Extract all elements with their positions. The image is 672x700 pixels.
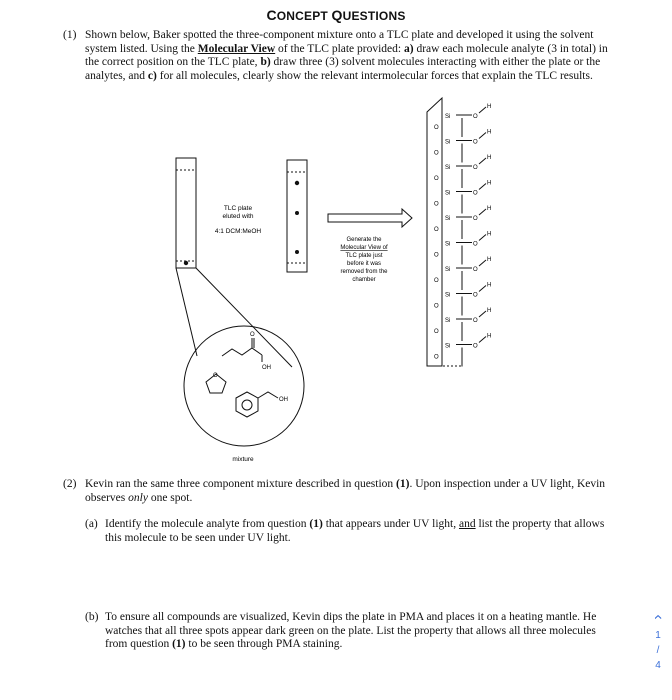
h-label: H <box>487 282 492 289</box>
question-1-number: (1) <box>63 29 77 41</box>
bridge-o-label: O <box>434 329 439 335</box>
question-2a-number: (a) <box>85 518 98 530</box>
o-h-bond <box>479 209 486 215</box>
arrow-label-4: before it was <box>346 261 382 267</box>
o-label: O <box>473 241 478 248</box>
h-label: H <box>487 333 492 340</box>
h-label: H <box>487 180 492 187</box>
bridge-o-label: O <box>434 201 439 208</box>
o-label-2: O <box>213 373 218 379</box>
o-label: O <box>473 114 478 120</box>
plate-label-1: TLC plate <box>223 205 253 212</box>
spot-left <box>184 261 188 265</box>
title-initial-2: Q <box>331 7 343 23</box>
mixture-label: mixture <box>232 456 254 463</box>
oh-label-1: OH <box>262 365 271 371</box>
bridge-o-label: O <box>434 252 439 259</box>
h-label: H <box>487 104 492 110</box>
molecule-benzene-ring <box>236 392 258 417</box>
molecule-chain <box>222 348 262 356</box>
o-label: O <box>473 216 478 222</box>
si-label: Si <box>445 292 451 299</box>
page-up-button[interactable]: ‹ <box>650 614 667 620</box>
o-h-bond <box>479 107 486 113</box>
question-2a <box>85 518 605 545</box>
h-label: H <box>487 257 492 263</box>
h-label: H <box>487 231 492 238</box>
title-rest-2: UESTIONS <box>342 9 406 23</box>
bridge-o-label: O <box>434 125 439 131</box>
o-h-bond <box>479 158 486 164</box>
page-total: 4 <box>655 660 661 671</box>
o-label: O <box>473 318 478 324</box>
h-label: H <box>487 206 492 212</box>
arrow-label-1: Generate the <box>346 237 382 243</box>
bridge-o-label: O <box>434 150 439 157</box>
si-label: Si <box>445 267 451 273</box>
si-label: Si <box>445 165 451 171</box>
o-h-bond <box>479 133 486 139</box>
o-label: O <box>473 139 478 146</box>
bridge-o-label: O <box>434 176 439 182</box>
question-2 <box>63 478 623 505</box>
spot-right-2 <box>295 211 299 215</box>
bridge-o-label: O <box>434 303 439 310</box>
title-rest-1: ONCEPT <box>276 9 332 23</box>
title-initial-1: C <box>266 7 277 23</box>
h-label: H <box>487 155 492 161</box>
question-2a-text: Identify the molecule analyte from question (1) that appears under UV light, and list the property that allows this molecule to be seen under UV light. <box>105 518 605 544</box>
si-label: Si <box>445 114 451 120</box>
spot-right-1 <box>295 181 299 185</box>
page-current: 1 <box>655 630 661 641</box>
mixture-zoom-circle <box>184 326 304 446</box>
arrow-label-2: Molecular View of <box>340 245 388 251</box>
generate-arrow <box>328 209 412 227</box>
question-1-text: Shown below, Baker spotted the three-component mixture onto a TLC plate and developed it using the solvent system listed. Using the Molecular View of the TLC plate provided: a) draw each molecule analyte (3 in total) in the correct position on the TLC plate, b) draw three (3) solvent molecules interacting with either the plate or the analytes, and c) for all molecules, clearly show the relevant intermolecular forces that explain the TLC results. <box>85 29 608 82</box>
question-2-text: Kevin ran the same three component mixture described in question (1). Upon inspection under a UV light, Kevin observes only one spot. <box>85 478 606 504</box>
tlc-plate-right <box>287 160 307 272</box>
page-separator: / <box>656 645 660 656</box>
o-label: O <box>473 165 478 171</box>
o-h-bond <box>479 311 486 317</box>
o-label: O <box>473 267 478 273</box>
plate-label-2: eluted with <box>222 213 254 220</box>
o-h-bond <box>479 235 486 241</box>
silanol-groups <box>434 104 491 367</box>
h-label: H <box>487 129 492 136</box>
o-label: O <box>473 292 478 299</box>
spot-right-3 <box>295 250 299 254</box>
si-label: Si <box>445 343 451 350</box>
oh-label-2: OH <box>279 397 288 403</box>
si-label: Si <box>445 216 451 222</box>
question-2b-text: To ensure all compounds are visualized, Kevin dips the plate in PMA and places it on a heating mantle. He watches that all three spots appear dark green on the plate. List the property that allows all three molecules from question (1) to be seen through PMA staining. <box>105 611 597 651</box>
o-h-bond <box>479 337 486 343</box>
bridge-o-label: O <box>434 354 439 361</box>
plate-label-3: 4:1 DCM:MeOH <box>214 228 262 235</box>
si-label: Si <box>445 241 451 248</box>
h-label: H <box>487 308 492 314</box>
page-nav <box>648 608 668 675</box>
si-label: Si <box>445 190 451 197</box>
o-h-bond <box>479 184 486 190</box>
si-label: Si <box>445 139 451 146</box>
o-label: O <box>473 343 478 350</box>
arrow-label-3: TLC plate just <box>345 253 383 259</box>
question-2b-number: (b) <box>85 611 99 623</box>
bridge-o-label: O <box>434 227 439 233</box>
question-2b <box>85 611 605 652</box>
tlc-plate-left <box>176 158 196 268</box>
arrow-label-6: chamber <box>352 277 376 283</box>
bridge-o-label: O <box>434 278 439 284</box>
question-2-number: (2) <box>63 478 77 490</box>
o-h-bond <box>479 286 486 292</box>
o-label: O <box>473 190 478 197</box>
si-label: Si <box>445 318 451 324</box>
o-h-bond <box>479 260 486 266</box>
o-label-1: O <box>250 332 255 338</box>
arrow-label-5: removed from the <box>340 269 388 275</box>
